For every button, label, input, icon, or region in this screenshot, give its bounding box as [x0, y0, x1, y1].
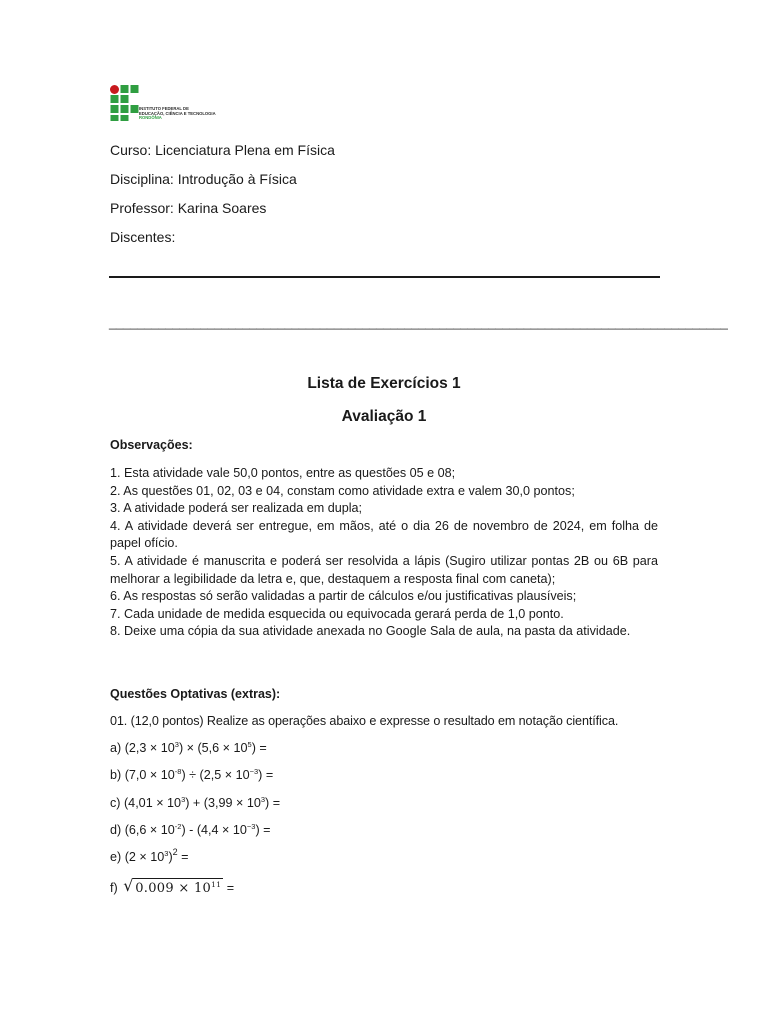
professor-line: Professor: Karina Soares — [110, 200, 267, 216]
course-line: Curso: Licenciatura Plena em Física — [110, 142, 335, 158]
radicand-base: 0.009 × 10 — [135, 881, 212, 896]
observations-heading: Observações: — [110, 438, 193, 452]
item-text: ) ÷ (2,5 × 10 — [181, 768, 250, 782]
exponent: 3 — [181, 795, 186, 804]
logo-wordmark — [139, 107, 216, 121]
discipline-line: Disciplina: Introdução à Física — [110, 171, 297, 187]
item-text: b) (7,0 × 10 — [110, 768, 175, 782]
item-b — [110, 767, 273, 784]
radicand — [133, 878, 223, 897]
observation-item: 7. Cada unidade de medida esquecida ou equivocada gerará perda de 1,0 ponto. — [110, 606, 564, 621]
item-text: d) (6,6 × 10 — [110, 823, 175, 837]
observation-item: 4. A atividade deverá ser entregue, em mãos, até o dia 26 de novembro de 2024, em folha de papel ofício. — [110, 518, 658, 551]
observation-item: 2. As questões 01, 02, 03 e 04, constam como atividade extra e valem 30,0 pontos; — [110, 483, 575, 498]
exponent: 3 — [164, 849, 169, 858]
item-text: = — [177, 850, 189, 864]
if-logo-icon — [110, 85, 140, 121]
exponent: -2 — [174, 822, 182, 831]
logo-line-3: RONDÔNIA — [139, 115, 162, 121]
horizontal-divider — [109, 276, 660, 278]
item-text: a) (2,3 × 10 — [110, 741, 175, 755]
blank-fill-line: ________________________________________________________________________________________ — [109, 315, 728, 330]
item-text: e) (2 × 10 — [110, 850, 165, 864]
item-text: ) = — [255, 823, 271, 837]
exponent: 3 — [260, 795, 266, 804]
observation-item: 8. Deixe uma cópia da sua atividade anexada no Google Sala de aula, na pasta da atividade. — [110, 624, 631, 639]
exponent: 3 — [174, 740, 179, 749]
item-text: = — [223, 881, 235, 895]
exponent: 11 — [211, 880, 222, 889]
item-e — [110, 849, 189, 866]
logo-line-2: EDUCAÇÃO, CIÊNCIA E TECNOLOGIA — [139, 110, 216, 116]
item-f — [110, 878, 234, 897]
item-text: ) × (5,6 × 10 — [178, 741, 248, 755]
exponent: -8 — [174, 767, 182, 776]
item-text: c) (4,01 × 10 — [110, 796, 182, 810]
item-text: ) = — [251, 741, 267, 755]
exponent: 5 — [247, 740, 252, 749]
item-text: ) = — [258, 768, 274, 782]
item-d — [110, 822, 271, 839]
optional-questions-heading: Questões Optativas (extras): — [110, 687, 281, 701]
observation-item: 3. A atividade poderá ser realizada em dupla; — [110, 501, 363, 516]
observations-list — [110, 465, 658, 641]
item-text: ) - (4,4 × 10 — [181, 823, 247, 837]
evaluation-title: Avaliação 1 — [341, 408, 427, 425]
item-text: ) + (3,99 × 10 — [185, 796, 261, 810]
item-text: ) — [168, 850, 173, 864]
item-c — [110, 795, 280, 812]
item-a — [110, 740, 267, 757]
institution-logo — [110, 85, 216, 121]
exponent: −3 — [249, 767, 259, 776]
exponent: 2 — [172, 847, 178, 857]
item-text: ) = — [265, 796, 281, 810]
observation-item: 5. A atividade é manuscrita e poderá ser resolvida a lápis (Sugiro utilizar pontas 2B ou 6B para melhorar a legibilidade da letra e, que, destaquem a resposta final com caneta); — [110, 553, 658, 586]
students-line: Discentes: — [110, 229, 176, 245]
exercise-list-title: Lista de Exercícios 1 — [307, 375, 461, 392]
square-root — [123, 878, 223, 897]
observation-item: 6. As respostas só serão validadas a partir de cálculos e/ou justificativas plausíveis; — [110, 589, 577, 604]
logo-line-1: INSTITUTO FEDERAL DE — [139, 106, 189, 111]
item-label: f) — [110, 881, 118, 895]
observation-item: 1. Esta atividade vale 50,0 pontos, entre as questões 05 e 08; — [110, 466, 456, 480]
question-01-statement: 01. (12,0 pontos) Realize as operações abaixo e expresse o resultado em notação científica. — [110, 714, 619, 728]
exponent: −3 — [246, 822, 256, 831]
radical-icon: √ — [123, 876, 134, 895]
